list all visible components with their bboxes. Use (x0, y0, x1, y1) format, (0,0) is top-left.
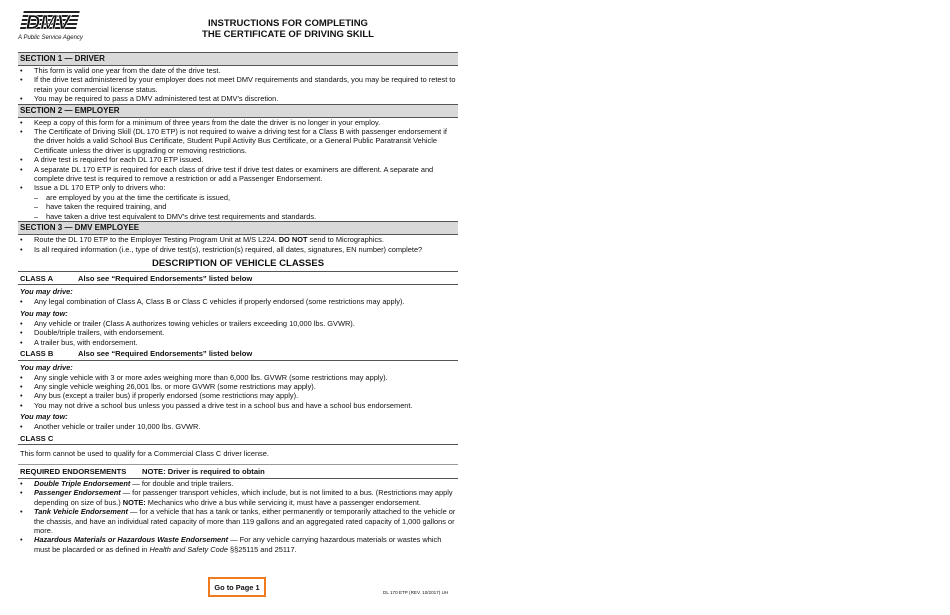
list-item: • A separate DL 170 ETP is required for each class of drive test if drive test dates or examiners are different. A separate and complete drive test is required to remove a restriction or add a Passenger Endorsement. (18, 165, 458, 184)
class-a-drive-list (18, 297, 458, 306)
list-item: • This form is valid one year from the date of the drive test. (18, 66, 458, 75)
list-item: • Tank Vehicle Endorsement — for a vehicle that has a tank or tanks, either permanently or temporarily attached to the vehicle or the chassis, and have an individual rated capacity of more than 119 gallons and an aggregated rated capacity of 1,000 gallons or more. (18, 507, 458, 535)
class-b-heading: CLASS B Also see “Required Endorsements” listed below (18, 347, 458, 361)
list-subitem: – are employed by you at the time the certificate is issued, (18, 193, 458, 202)
list-item: • Any single vehicle with 3 or more axles weighing more than 6,000 lbs. GVWR (some restrictions may apply). (18, 373, 458, 382)
class-b-tow-list (18, 422, 458, 431)
list-item: • The Certificate of Driving Skill (DL 170 ETP) is not required to waive a driving test for a Class B with passenger endorsement if the driver holds a valid School Bus Certificate, Student Pupil Activity Bus Certificate, or a General Public Paratransit Vehicle Certificate unless the driver is upgrading or removing restrictions. (18, 127, 458, 155)
class-b-drive-list (18, 373, 458, 411)
class-c-heading: CLASS C (18, 432, 458, 446)
list-item: • Double/triple trailers, with endorsement. (18, 328, 458, 337)
list-item: • Route the DL 170 ETP to the Employer Testing Program Unit at M/S L224. DO NOT send to Micrographics. (18, 235, 458, 244)
required-endorsements-heading: REQUIRED ENDORSEMENTS NOTE: Driver is required to obtain (18, 464, 458, 479)
section-3-list (18, 235, 458, 254)
document-page (18, 10, 458, 554)
list-item: • Any vehicle or trailer (Class A authorizes towing vehicles or trailers exceeding 10,000 lbs. GVWR). (18, 319, 458, 328)
section-2-sublist (18, 193, 458, 221)
vehicle-classes-heading: DESCRIPTION OF VEHICLE CLASSES (18, 258, 458, 272)
form-id: DL 170 ETP (REV. 10/2017) UH (383, 590, 449, 595)
list-item: • A drive test is required for each DL 170 ETP issued. (18, 155, 458, 164)
may-drive-label: You may drive: (20, 362, 73, 372)
dmv-logo-icon (18, 10, 80, 34)
class-c-text: This form cannot be used to qualify for a Commercial Class C driver license. (20, 449, 269, 459)
list-item: • Hazardous Materials or Hazardous Waste Endorsement — For any vehicle carrying hazardous materials or wastes which must be placarded or as defined in Health and Safety Code §§25115 and 25117. (18, 535, 458, 554)
list-item: • Keep a copy of this form for a minimum of three years from the date the driver is no longer in your employ. (18, 118, 458, 127)
list-item: • Double Triple Endorsement — for double and triple trailers. (18, 479, 458, 488)
list-item: • Is all required information (i.e., type of drive test(s), restriction(s) required, all dates, signatures, EN number) complete? (18, 245, 458, 254)
page-header (18, 10, 458, 52)
class-a-heading: CLASS A Also see “Required Endorsements” listed below (18, 272, 458, 286)
class-a-tow-list (18, 319, 458, 347)
list-item: • Any legal combination of Class A, Class B or Class C vehicles if properly endorsed (some restrictions may apply). (18, 297, 458, 306)
may-tow-label: You may tow: (20, 412, 68, 422)
dmv-logo (18, 10, 88, 41)
list-item: • Any bus (except a trailer bus) if properly endorsed (some restrictions may apply). (18, 391, 458, 400)
list-subitem: – have taken a drive test equivalent to DMV's drive test requirements and standards. (18, 212, 458, 221)
list-item: • Passenger Endorsement — for passenger transport vehicles, which include, but is not limited to a bus. (Restrictions may apply depending on size of bus.) NOTE: Mechanics who drive a bus while servicing it, must have a passenger endorsement. (18, 488, 458, 507)
list-item: • If the drive test administered by your employer does not meet DMV requirements and standards, you may be required to retest to retain your commercial license status. (18, 75, 458, 94)
list-subitem: – have taken the required training, and (18, 202, 458, 211)
go-to-page-1-button[interactable]: Go to Page 1 (208, 577, 266, 597)
may-drive-label: You may drive: (20, 287, 73, 297)
page-title: INSTRUCTIONS FOR COMPLETING THE CERTIFICATE OF DRIVING SKILL (202, 18, 374, 40)
list-item: • Issue a DL 170 ETP only to drivers who: (18, 183, 458, 192)
agency-tagline: A Public Service Agency (18, 35, 83, 41)
section-2-list (18, 118, 458, 193)
section-1-heading: SECTION 1 — DRIVER (18, 52, 458, 66)
list-item: • Another vehicle or trailer under 10,000 lbs. GVWR. (18, 422, 458, 431)
section-2-heading: SECTION 2 — EMPLOYER (18, 104, 458, 118)
endorsements-list (18, 479, 458, 554)
list-item: • A trailer bus, with endorsement. (18, 338, 458, 347)
svg-text:DMV: DMV (25, 12, 71, 34)
section-1-list (18, 66, 458, 104)
may-tow-label: You may tow: (20, 308, 68, 318)
section-3-heading: SECTION 3 — DMV EMPLOYEE (18, 221, 458, 235)
list-item: • Any single vehicle weighing 26,001 lbs. or more GVWR (some restrictions may apply). (18, 382, 458, 391)
list-item: • You may not drive a school bus unless you passed a drive test in a school bus and have a school bus endorsement. (18, 401, 458, 410)
list-item: • You may be required to pass a DMV administered test at DMV's discretion. (18, 94, 458, 103)
